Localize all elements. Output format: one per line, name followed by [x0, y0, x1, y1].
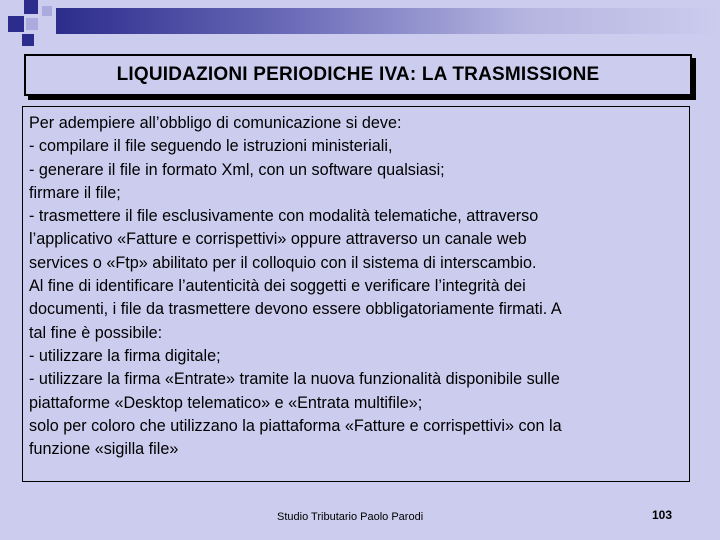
body-line: - utilizzare la firma digitale; — [29, 346, 221, 365]
footer-author: Studio Tributario Paolo Parodi — [277, 511, 424, 523]
body-line: firmare il file; — [29, 183, 121, 202]
body-line: l’applicativo «Fatture e corrispettivi» oppure attraverso un canale web — [29, 230, 527, 249]
body-line: piattaforme «Desktop telematico» e «Entrata multifile»; — [29, 393, 423, 412]
corner-square-1 — [24, 0, 38, 14]
page-title: LIQUIDAZIONI PERIODICHE IVA: LA TRASMISSIONE — [116, 64, 600, 85]
body-line: services o «Ftp» abilitato per il colloquio con il sistema di interscambio. — [29, 253, 537, 272]
body-line: Al fine di identificare l’autenticità dei soggetti e verificare l’integrità dei — [29, 277, 526, 296]
body-line: solo per coloro che utilizzano la piattaforma «Fatture e corrispettivi» con la — [29, 416, 562, 435]
body-line: - utilizzare la firma «Entrate» tramite la nuova funzionalità disponibile sulle — [29, 370, 560, 389]
body-text-box — [22, 106, 690, 482]
body-line: funzione «sigilla file» — [29, 440, 179, 459]
body-line: - generare il file in formato Xml, con un software qualsiasi; — [29, 160, 445, 179]
header-gradient-bar — [56, 8, 720, 34]
corner-square-5 — [22, 34, 34, 46]
body-line: - trasmettere il file esclusivamente con modalità telematiche, attraverso — [29, 207, 539, 226]
corner-square-2 — [42, 6, 52, 16]
body-line: documenti, i file da trasmettere devono essere obbligatoriamente firmati. A — [29, 300, 562, 319]
title-box — [24, 54, 692, 96]
corner-square-3 — [8, 16, 24, 32]
body-line: Per adempiere all’obbligo di comunicazione si deve: — [29, 114, 402, 132]
page-number: 103 — [652, 508, 673, 522]
corner-square-4 — [26, 18, 38, 30]
body-line: tal fine è possibile: — [29, 323, 163, 342]
body-line: - compilare il file seguendo le istruzioni ministeriali, — [29, 137, 393, 156]
